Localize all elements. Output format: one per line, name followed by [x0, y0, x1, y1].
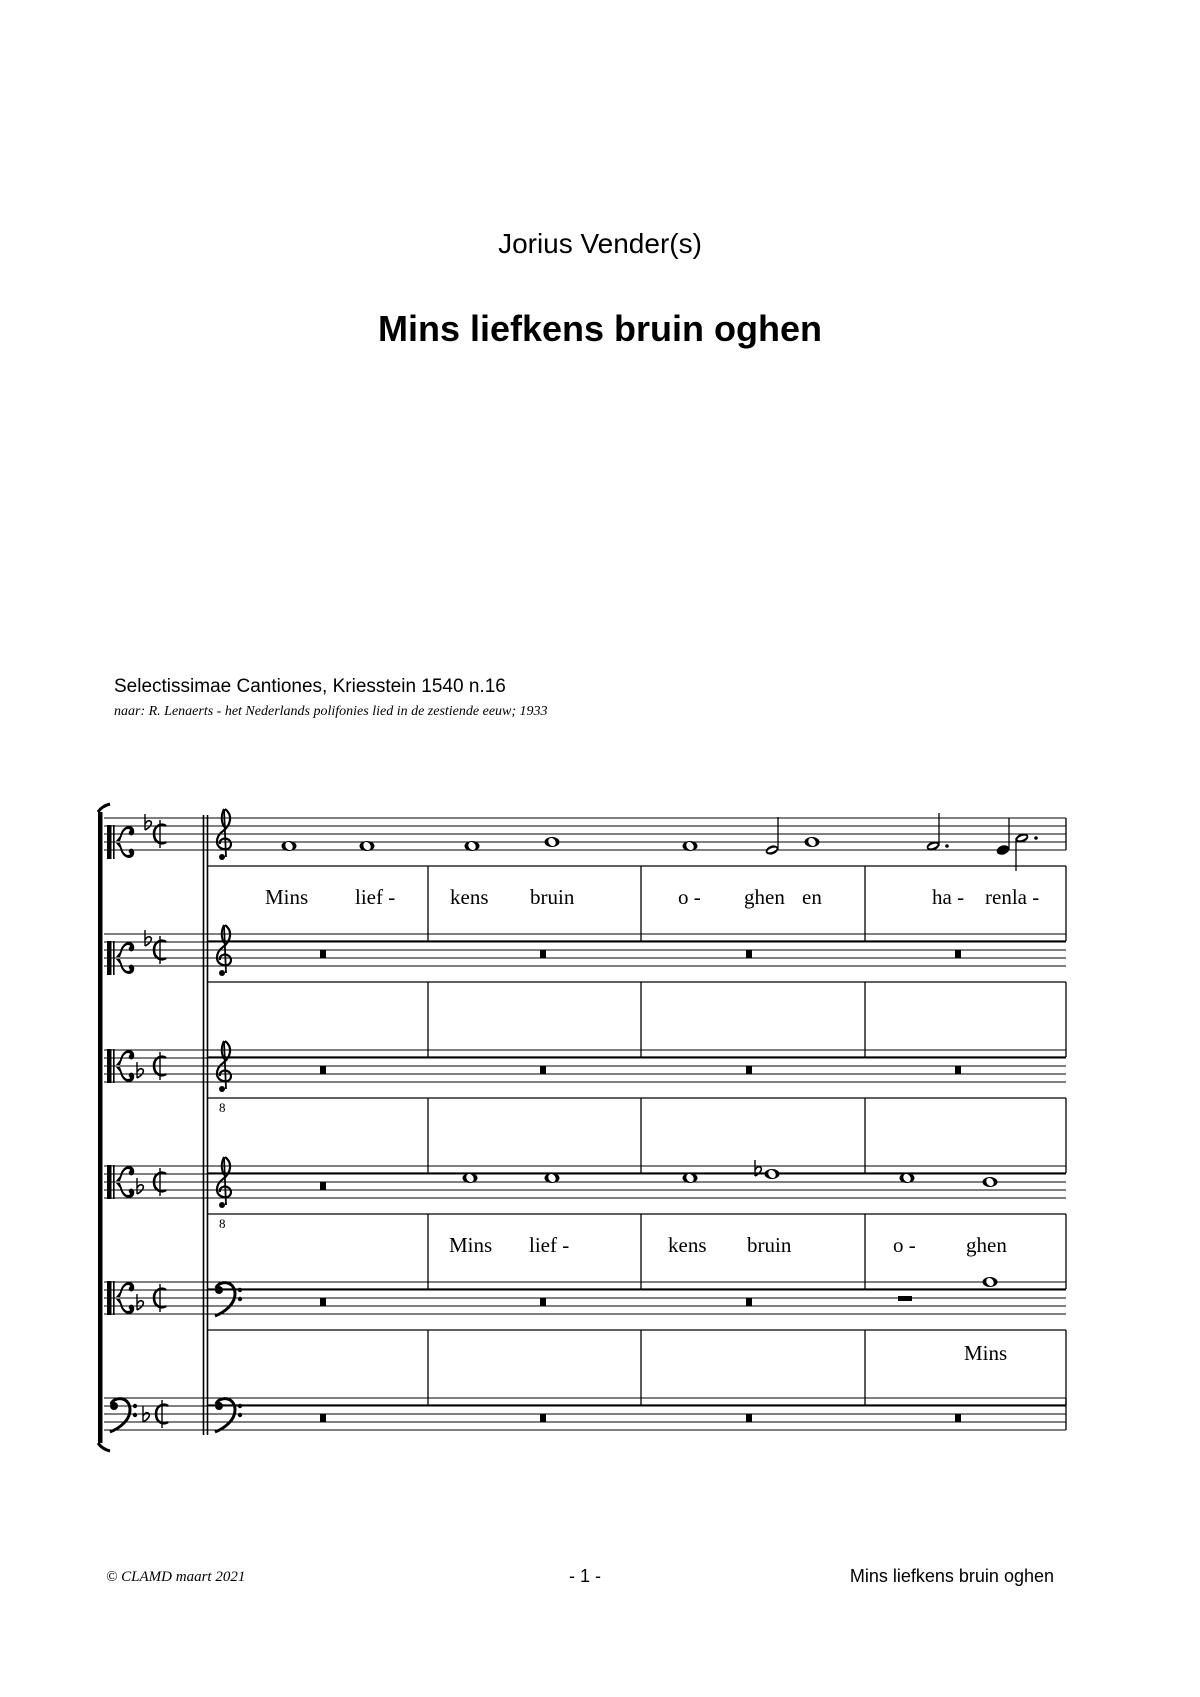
footer-page-number: - 1 -	[568, 1566, 601, 1586]
lyric-syllable: lief -	[355, 885, 396, 909]
footer-copyright: © CLAMD maart 2021	[106, 1569, 246, 1585]
mensurstrich-barlines	[208, 818, 1066, 1430]
svg-text:8: 8	[219, 1100, 226, 1115]
lyric-syllable: kens	[668, 1233, 707, 1257]
lyric-syllable: bruin	[747, 1233, 792, 1257]
voice-5-notes	[983, 1277, 998, 1288]
svg-text:8: 8	[219, 1216, 226, 1231]
lyric-syllable: bruin	[530, 885, 575, 909]
edition-note: naar: R. Lenaerts - het Nederlands polifonies lied in de zestiende eeuw; 1933	[114, 704, 548, 719]
lyric-syllable: en	[802, 885, 822, 909]
lyric-syllable: ha -	[932, 885, 965, 909]
lyric-syllable: kens	[450, 885, 489, 909]
incipit-double-barline	[204, 815, 208, 1435]
staff-lines	[104, 818, 1066, 1430]
lyric-syllable: Mins	[964, 1341, 1008, 1365]
lyric-syllable: o -	[893, 1233, 916, 1257]
lyric-syllable: o -	[678, 885, 701, 909]
lyric-syllable: renla -	[985, 885, 1040, 909]
modern-clefs	[215, 809, 242, 1432]
incipit-clefs	[107, 814, 168, 1432]
lyric-syllable: ghen	[744, 885, 785, 909]
source-reference: Selectissimae Cantiones, Kriesstein 1540 n.16	[114, 676, 506, 697]
system-bracket	[98, 804, 110, 1451]
lyric-syllable: lief -	[529, 1233, 570, 1257]
lyric-syllable: Mins	[449, 1233, 493, 1257]
piece-title: Mins liefkens bruin oghen	[377, 308, 823, 349]
lyric-syllable: Mins	[265, 885, 309, 909]
composer-name: Jorius Vender(s)	[498, 228, 702, 259]
footer-title: Mins liefkens bruin oghen	[849, 1566, 1054, 1586]
lyric-syllable: ghen	[966, 1233, 1007, 1257]
lyrics	[265, 885, 1039, 1365]
